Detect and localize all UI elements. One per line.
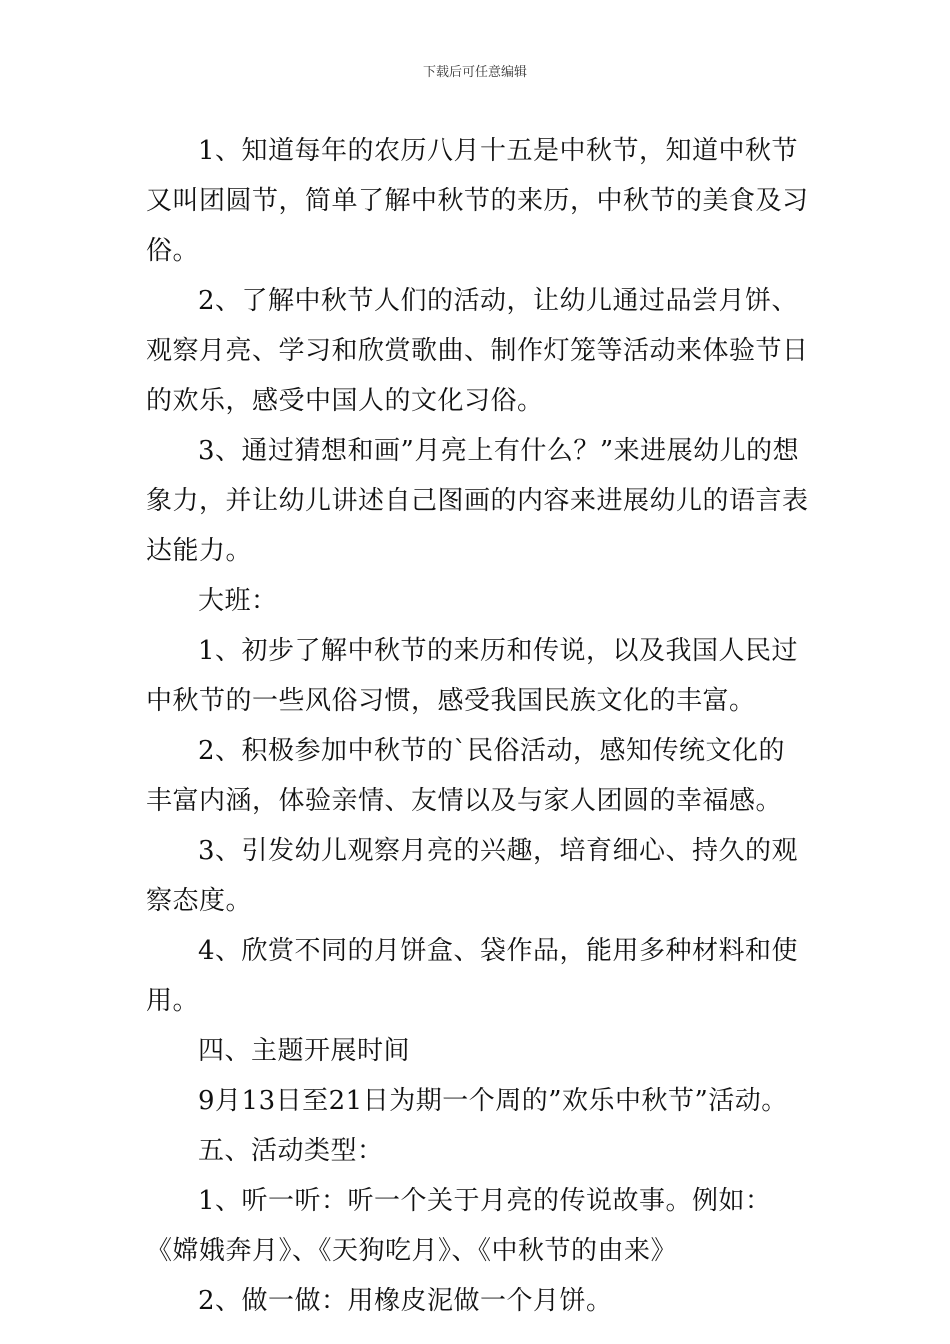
- paragraph-goal-1: 1、知道每年的农历八月十五是中秋节，知道中秋节又叫团圆节，简单了解中秋节的来历，中秋节的美食及习俗。: [146, 136, 809, 266]
- section-heading-activity-types: 五、活动类型：: [198, 1136, 384, 1166]
- section-heading-senior-class: 大班：: [198, 586, 278, 616]
- paragraph-schedule: 9月13日至21日为期一个周的”欢乐中秋节”活动。: [198, 1086, 788, 1116]
- paragraph-goal-2: 2、了解中秋节人们的活动，让幼儿通过品尝月饼、观察月亮、学习和欣赏歌曲、制作灯笼等活动来体验节日的欢乐，感受中国人的文化习俗。: [146, 286, 809, 416]
- paragraph-activity-2: 2、做一做：用橡皮泥做一个月饼。: [198, 1286, 613, 1316]
- document-body: [146, 126, 810, 1326]
- paragraph-activity-1: 1、听一听：听一个关于月亮的传说故事。例如：《嫦娥奔月》、《天狗吃月》、《中秋节的由来》: [146, 1186, 772, 1266]
- section-heading-schedule: 四、主题开展时间: [198, 1036, 411, 1066]
- paragraph-senior-goal-4: 4、欣赏不同的月饼盒、袋作品，能用多种材料和使用。: [146, 936, 799, 1016]
- paragraph-senior-goal-2: 2、积极参加中秋节的`民俗活动，感知传统文化的丰富内涵，体验亲情、友情以及与家人团圆的幸福感。: [146, 736, 786, 816]
- paragraph-senior-goal-3: 3、引发幼儿观察月亮的兴趣，培育细心、持久的观察态度。: [146, 836, 799, 916]
- paragraph-senior-goal-1: 1、初步了解中秋节的来历和传说，以及我国人民过中秋节的一些风俗习惯，感受我国民族文化的丰富。: [146, 636, 799, 716]
- page-header-note: 下载后可任意编辑: [422, 65, 527, 80]
- paragraph-goal-3: 3、通过猜想和画”月亮上有什么？”来进展幼儿的想象力，并让幼儿讲述自己图画的内容来进展幼儿的语言表达能力。: [146, 436, 809, 566]
